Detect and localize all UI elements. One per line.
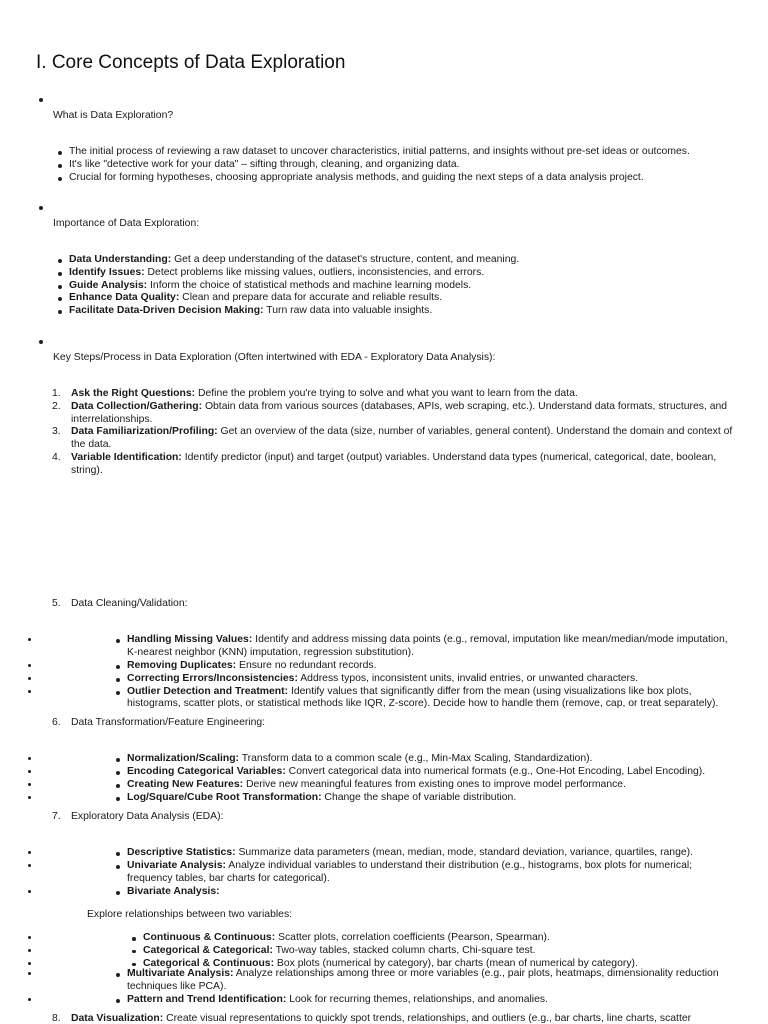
list-item: Enhance Data Quality: Clean and prepare data for accurate and reliable results. — [0, 292, 768, 305]
step-item: 7. Exploratory Data Analysis (EDA): — [52, 811, 224, 822]
list-item: • Correcting Errors/Inconsistencies: Address typos, inconsistent units, invalid entries, or unwanted characters. — [40, 673, 768, 686]
what-heading: What is Data Exploration? — [53, 110, 174, 121]
step-item: 1. Ask the Right Questions: Define the problem you're trying to solve and what you want to learn from the data. — [52, 388, 578, 399]
list-item: The initial process of reviewing a raw dataset to uncover characteristics, initial patterns, and insights without pre-set ideas or outcomes. — [0, 146, 768, 159]
list-item: It's like "detective work for your data" – sifting through, cleaning, and organizing data. — [0, 159, 768, 172]
list-item: Identify Issues: Detect problems like missing values, outliers, inconsistencies, and errors. — [0, 267, 768, 280]
list-item: Facilitate Data-Driven Decision Making: Turn raw data into valuable insights. — [0, 305, 768, 318]
bullet-marker — [39, 340, 43, 344]
list-item: • Categorical & Continuous: Box plots (numerical by category), bar charts (mean of numerical by category). — [40, 958, 768, 971]
list-item: • Normalization/Scaling: Transform data to a common scale (e.g., Min-Max Scaling, Standardization). — [40, 753, 768, 766]
list-item: • Handling Missing Values: Identify and address missing data points (e.g., removal, imputation like mean/median/mode imputation, K-nearest neighbor (KNN) imputation, regression substitution). — [40, 634, 768, 660]
list-item: • Pattern and Trend Identification: Look for recurring themes, relationships, and anomalies. — [40, 994, 768, 1007]
page-title: I. Core Concepts of Data Exploration — [36, 52, 346, 73]
importance-heading: Importance of Data Exploration: — [53, 218, 200, 229]
list-item: • Univariate Analysis: Analyze individual variables to understand their distribution (e.g., histograms, box plots for numerical; frequency tables, bar charts for categorical). — [40, 860, 768, 886]
step-item: 5. Data Cleaning/Validation: — [52, 598, 188, 609]
step-item: 3. Data Familiarization/Profiling: Get an overview of the data (size, number of variables, general content). Understand the domain and context of the data. — [52, 426, 733, 451]
list-item: • Multivariate Analysis: Analyze relationships among three or more variables (e.g., pair plots, heatmaps, dimensionality reduction techniques like PCA). — [40, 968, 768, 994]
step-5 — [0, 598, 768, 611]
list-item: • Continuous & Continuous: Scatter plots, correlation coefficients (Pearson, Spearman). — [40, 932, 768, 945]
list-item: Guide Analysis: Inform the choice of statistical methods and machine learning models. — [0, 280, 768, 293]
what-list — [0, 146, 768, 184]
list-item: • Descriptive Statistics: Summarize data parameters (mean, median, mode, standard deviation, variance, quartiles, range). — [40, 847, 768, 860]
list-item: Data Understanding: Get a deep understanding of the dataset's structure, content, and meaning. — [0, 254, 768, 267]
step-8 — [0, 1013, 768, 1024]
bullet-marker — [39, 98, 43, 102]
list-item: Crucial for forming hypotheses, choosing appropriate analysis methods, and guiding the next steps of a data analysis project. — [0, 172, 768, 185]
step-6 — [0, 717, 768, 730]
bullet-marker — [39, 206, 43, 210]
step-item: 4. Variable Identification: Identify predictor (input) and target (output) variables. Understand data types (numerical, categorical, date, boolean, string). — [52, 451, 717, 476]
steps-list-1-4 — [0, 388, 768, 478]
step-6-list — [0, 743, 768, 815]
list-item: • Creating New Features: Derive new meaningful features from existing ones to improve model performance. — [40, 779, 768, 792]
bivariate-intro: Explore relationships between two variables: — [87, 908, 293, 920]
list-item: • Bivariate Analysis: — [40, 886, 768, 899]
list-item: • Outlier Detection and Treatment: Identify values that significantly differ from the mean (using visualizations like box plots, histograms, scatter plots, or statistical methods like IQR, Z-score). Decide how to handle them (remove, cap, or treat separately). — [40, 686, 768, 712]
step-item: 8. Data Visualization: Create visual representations to quickly spot trends, relationships, and outliers (e.g., bar charts, line charts, scatter — [52, 1013, 692, 1024]
steps-heading: Key Steps/Process in Data Exploration (Often intertwined with EDA - Exploratory Data Analysis): — [53, 352, 496, 363]
list-item: • Categorical & Categorical: Two-way tables, stacked column charts, Chi-square test. — [40, 945, 768, 958]
step-7 — [0, 811, 768, 824]
list-item: • Log/Square/Cube Root Transformation: Change the shape of variable distribution. — [40, 792, 768, 805]
list-item: • Removing Duplicates: Ensure no redundant records. — [40, 660, 768, 673]
step-item: 2. Data Collection/Gathering: Obtain data from various sources (databases, APIs, web scraping, etc.). Understand data formats, structures, and interrelationships. — [52, 400, 728, 425]
importance-list — [0, 254, 768, 318]
step-5-list — [0, 624, 768, 722]
list-item: • Encoding Categorical Variables: Convert categorical data into numerical formats (e.g., One-Hot Encoding, Label Encoding). — [40, 766, 768, 779]
step-item: 6. Data Transformation/Feature Engineering: — [52, 717, 266, 728]
step-7-list-continued — [0, 958, 768, 1017]
